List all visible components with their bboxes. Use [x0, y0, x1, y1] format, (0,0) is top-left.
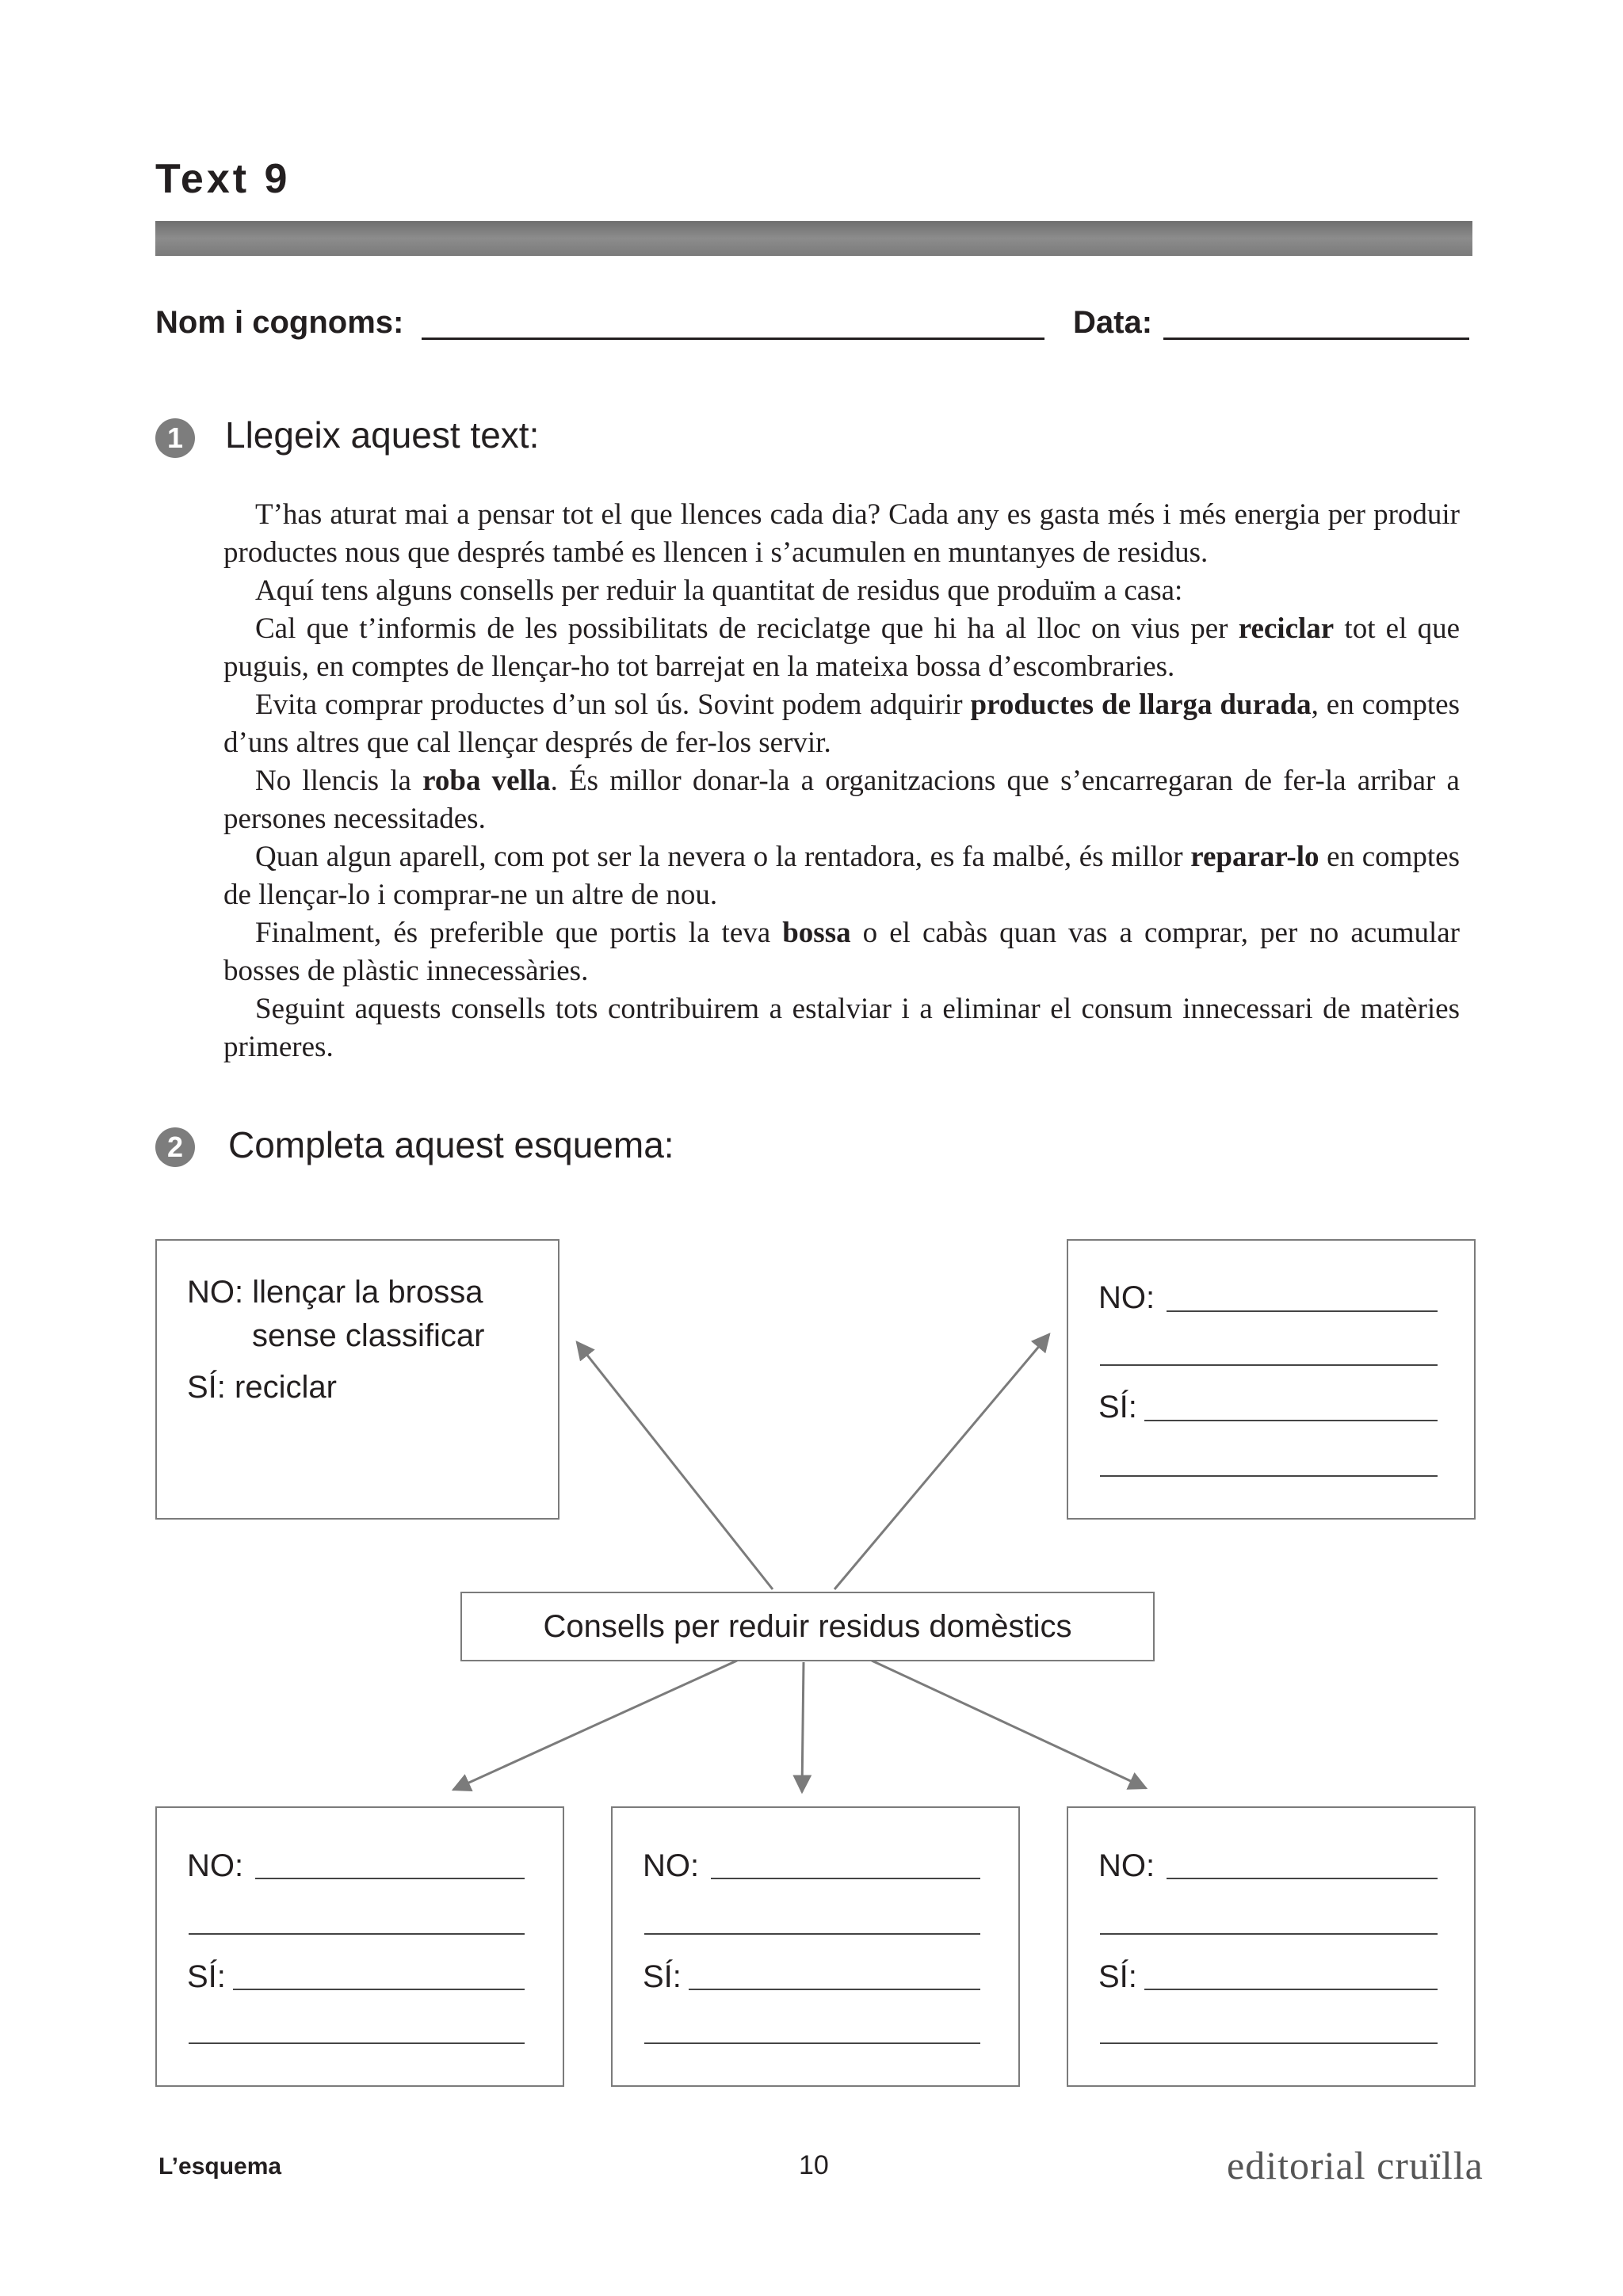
- si-answer-line-2[interactable]: [1100, 1475, 1438, 1477]
- example-si-line: SÍ: reciclar: [187, 1370, 337, 1405]
- no-answer-line-2[interactable]: [189, 1933, 525, 1935]
- arrow-bottom-left: [453, 1661, 737, 1790]
- footer-section-label: L’esquema: [158, 2153, 282, 2180]
- question-2-label: Completa aquest esquema:: [228, 1124, 674, 1165]
- si-label: SÍ:: [643, 1959, 682, 1994]
- no-answer-line[interactable]: [1167, 1878, 1438, 1879]
- arrow-bottom-center: [802, 1662, 804, 1792]
- question-1-number: 1: [155, 418, 195, 458]
- text-run: tot el que puguis, en comptes de llençar-ho tot barrejat en la mateixa bossa d’escombraries.: [223, 612, 1460, 683]
- si-answer-line[interactable]: [1144, 1420, 1438, 1421]
- bold-keyword: productes de llarga durada: [970, 688, 1312, 721]
- no-label: NO:: [187, 1848, 244, 1883]
- no-answer-line[interactable]: [711, 1878, 980, 1879]
- si-answer-line-2[interactable]: [189, 2042, 525, 2044]
- text-run: , en comptes d’uns altres que cal llençar després de fer-los servir.: [223, 688, 1460, 759]
- center-box-label: Consells per reduir residus domèstics: [543, 1609, 1072, 1644]
- date-label: Data:: [1073, 305, 1153, 340]
- si-answer-line[interactable]: [1144, 1989, 1438, 1990]
- text-run: T’has aturat mai a pensar tot el que llences cada dia? Cada any es gasta més i més energia per produir productes nous que després també es llencen i s’acumulen en muntanyes de residus.: [223, 498, 1460, 569]
- si-answer-line-2[interactable]: [1100, 2042, 1438, 2044]
- no-answer-line-2[interactable]: [1100, 1364, 1438, 1366]
- publisher-logo: editorial cruïlla: [1227, 2143, 1484, 2187]
- example-no-line1: NO: llençar la brossa: [187, 1275, 483, 1310]
- si-label: SÍ:: [187, 1959, 226, 1994]
- arrow-bottom-right: [872, 1661, 1146, 1788]
- example-box: [155, 1239, 559, 1520]
- bold-keyword: bossa: [782, 917, 851, 949]
- question-2-number: 2: [155, 1127, 195, 1167]
- answer-box-bottom-center: [611, 1806, 1020, 2087]
- no-answer-line[interactable]: [1167, 1310, 1438, 1312]
- no-label: NO:: [1098, 1280, 1155, 1315]
- text-run: Quan algun aparell, com pot ser la nevera o la rentadora, es fa malbé, és millor: [255, 841, 1191, 873]
- text-run: . És millor donar-la a organitzacions que s’encarregaran de fer-la arribar a persones necessitades.: [223, 765, 1460, 835]
- text-run: o el cabàs quan vas a comprar, per no acumular bosses de plàstic innecessàries.: [223, 917, 1461, 987]
- answer-box-top-right: [1067, 1239, 1476, 1520]
- center-box: [460, 1592, 1155, 1661]
- si-answer-line[interactable]: [233, 1989, 525, 1990]
- si-label: SÍ:: [1098, 1390, 1137, 1425]
- text-run: Seguint aquests consells tots contribuirem a estalviar i a eliminar el consum innecessari de matèries primeres.: [223, 993, 1460, 1063]
- no-label: NO:: [643, 1848, 700, 1883]
- no-label: NO:: [1098, 1848, 1155, 1883]
- no-answer-line[interactable]: [255, 1878, 525, 1879]
- question-1-label: Llegeix aquest text:: [225, 414, 540, 456]
- text-run: Cal que t’informis de les possibilitats de reciclatge que hi ha al lloc on vius per: [255, 612, 1239, 645]
- si-answer-line[interactable]: [689, 1989, 980, 1990]
- si-answer-line-2[interactable]: [644, 2042, 980, 2044]
- bold-keyword: reciclar: [1238, 612, 1335, 645]
- text-run: No llencis la: [255, 765, 423, 797]
- page-number: 10: [799, 2150, 829, 2180]
- bold-keyword: reparar-lo: [1190, 841, 1319, 873]
- si-label: SÍ:: [1098, 1959, 1137, 1994]
- answer-box-bottom-left: [155, 1806, 564, 2087]
- no-answer-line-2[interactable]: [1100, 1933, 1438, 1935]
- text-run: en comptes de llençar-lo i comprar-ne un altre de nou.: [223, 841, 1460, 911]
- arrow-top-right: [834, 1334, 1049, 1589]
- bold-keyword: roba vella: [422, 765, 551, 797]
- text-run: Finalment, és preferible que portis la teva: [255, 917, 783, 949]
- no-answer-line-2[interactable]: [644, 1933, 980, 1935]
- text-run: Aquí tens alguns consells per reduir la quantitat de residus que produïm a casa:: [255, 574, 1183, 607]
- arrow-top-left: [577, 1342, 773, 1589]
- page-title: Text 9: [155, 156, 291, 202]
- example-no-line2: sense classificar: [252, 1318, 485, 1353]
- text-run: Evita comprar productes d’un sol ús. Sovint podem adquirir: [255, 688, 971, 721]
- answer-box-bottom-right: [1067, 1806, 1476, 2087]
- name-label: Nom i cognoms:: [155, 305, 404, 340]
